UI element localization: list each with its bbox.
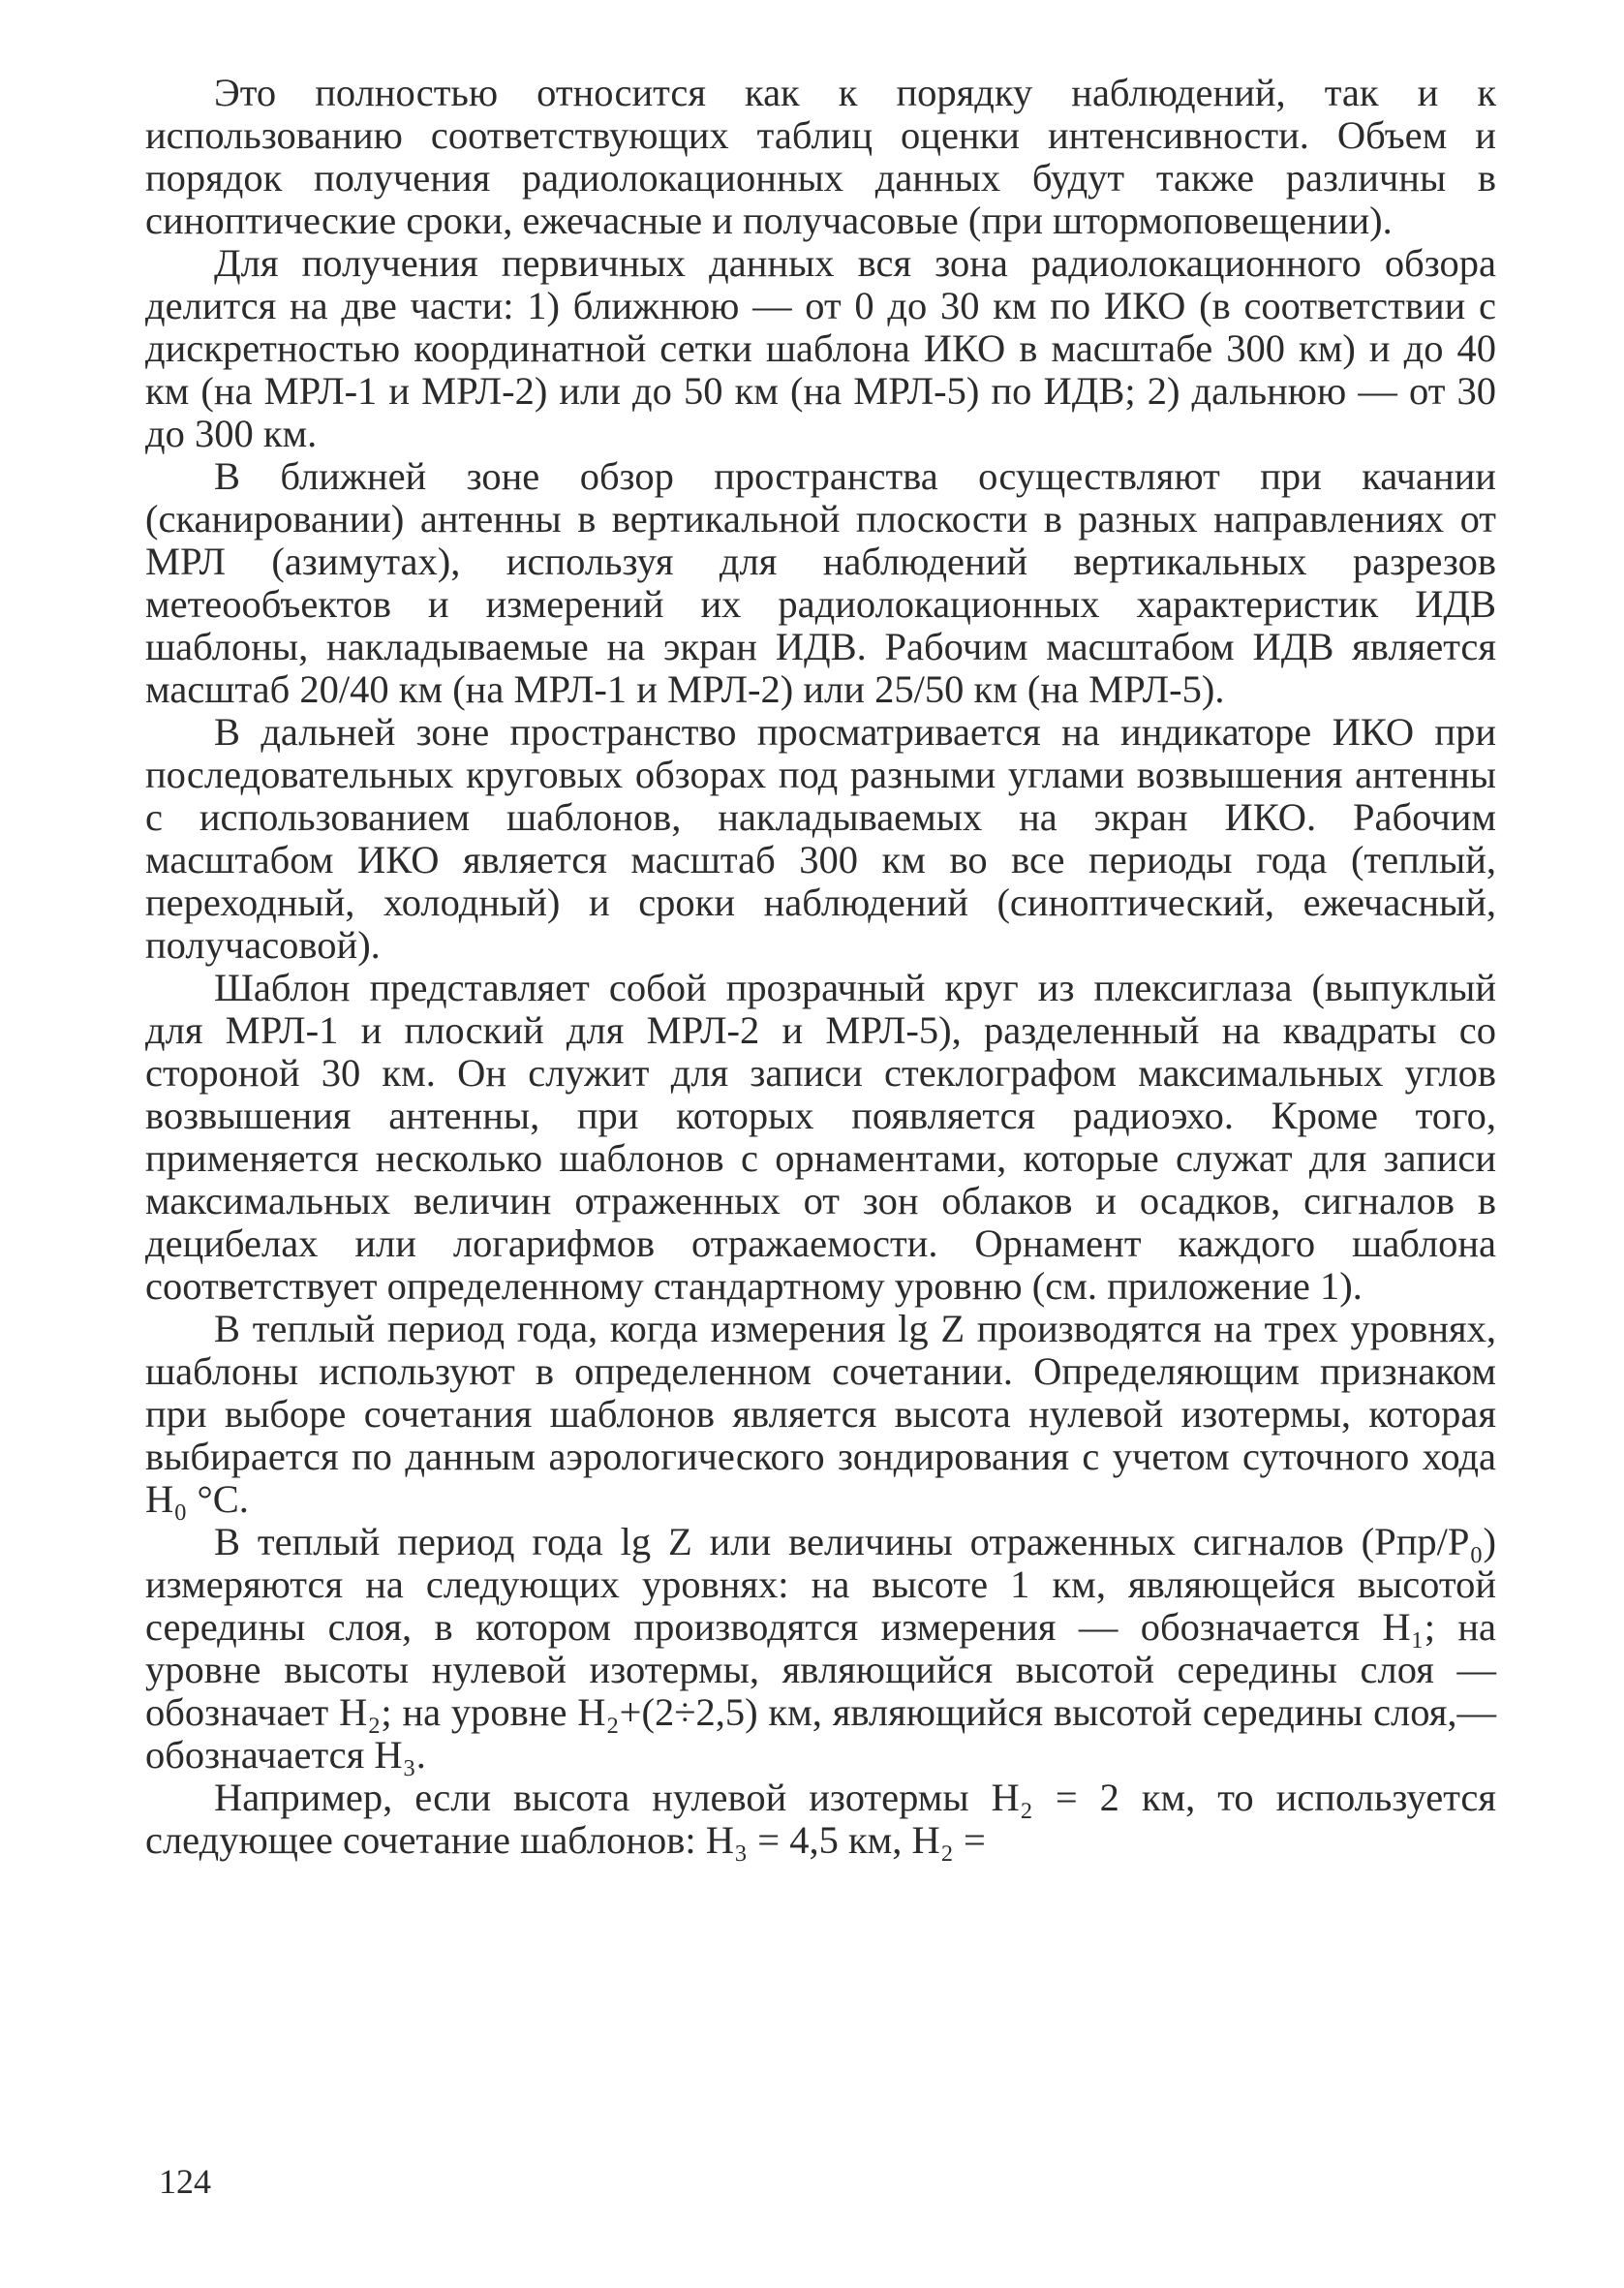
paragraph: В теплый период года, когда измерения lg Z производятся на трех уровнях, шаблоны используют в определенном сочетании. Определяющим признаком при выборе сочетания шаблонов является высота нулевой изотермы, которая выбирается по данным аэрологического зондирования с учетом суточного хода H₀ °C. (145, 1307, 1496, 1521)
body-text (145, 72, 1496, 1862)
paragraph: Шаблон представляет собой прозрачный круг из плексиглаза (выпуклый для МРЛ-1 и плоский для МРЛ-2 и МРЛ-5), разделенный на квадраты со стороной 30 км. Он служит для записи стеклографом максимальных углов возвышения антенны, при которых появляется радиоэхо. Кроме того, применяется несколько шаблонов с орнаментами, которые служат для записи максимальных величин отраженных от зон облаков и осадков, сигналов в децибелах или логарифмов отражаемости. Орнамент каждого шаблона соответствует определенному стандартному уровню (см. приложение 1). (145, 966, 1496, 1308)
paragraph: Например, если высота нулевой изотермы H₂ = 2 км, то используется следующее сочетание шаблонов: H₃ = 4,5 км, H₂ = (145, 1776, 1496, 1862)
paragraph: Это полностью относится как к порядку наблюдений, так и к использованию соответствующих таблиц оценки интенсивности. Объем и порядок получения радиолокационных данных будут также различны в синоптические сроки, ежечасные и получасовые (при штормоповещении). (145, 71, 1496, 242)
paragraph: В ближней зоне обзор пространства осуществляют при качании (сканировании) антенны в вертикальной плоскости в разных направлениях от МРЛ (азимутах), используя для наблюдений вертикальных разрезов метеообъектов и измерений их радиолокационных характеристик ИДВ шаблоны, накладываемые на экран ИДВ. Рабочим масштабом ИДВ является масштаб 20/40 км (на МРЛ-1 и МРЛ-2) или 25/50 км (на МРЛ-5). (145, 454, 1496, 711)
paragraph: Для получения первичных данных вся зона радиолокационного обзора делится на две части: 1) ближнюю — от 0 до 30 км по ИКО (в соответствии с дискретностью координатной сетки шаблона ИКО в масштабе 300 км) и до 40 км (на МРЛ-1 и МРЛ-2) или до 50 км (на МРЛ-5) по ИДВ; 2) дальнюю — от 30 до 300 км. (145, 241, 1496, 455)
document-page (145, 72, 1496, 2261)
paragraph: В теплый период года lg Z или величины отраженных сигналов (Pпр/P₀) измеряются на следующих уровнях: на высоте 1 км, являющейся высотой середины слоя, в котором производятся измерения — обозначается H₁; на уровне высоты нулевой изотермы, являющийся высотой середины слоя — обозначает H₂; на уровне H₂+(2÷2,5) км, являющийся высотой середины слоя,— обозначается H₃. (145, 1520, 1496, 1777)
page-number: 124 (159, 2162, 211, 2201)
paragraph: В дальней зоне пространство просматривается на индикаторе ИКО при последовательных круговых обзорах под разными углами возвышения антенны с использованием шаблонов, накладываемых на экран ИКО. Рабочим масштабом ИКО является масштаб 300 км во все периоды года (теплый, переходный, холодный) и сроки наблюдений (синоптический, ежечасный, получасовой). (145, 710, 1496, 967)
